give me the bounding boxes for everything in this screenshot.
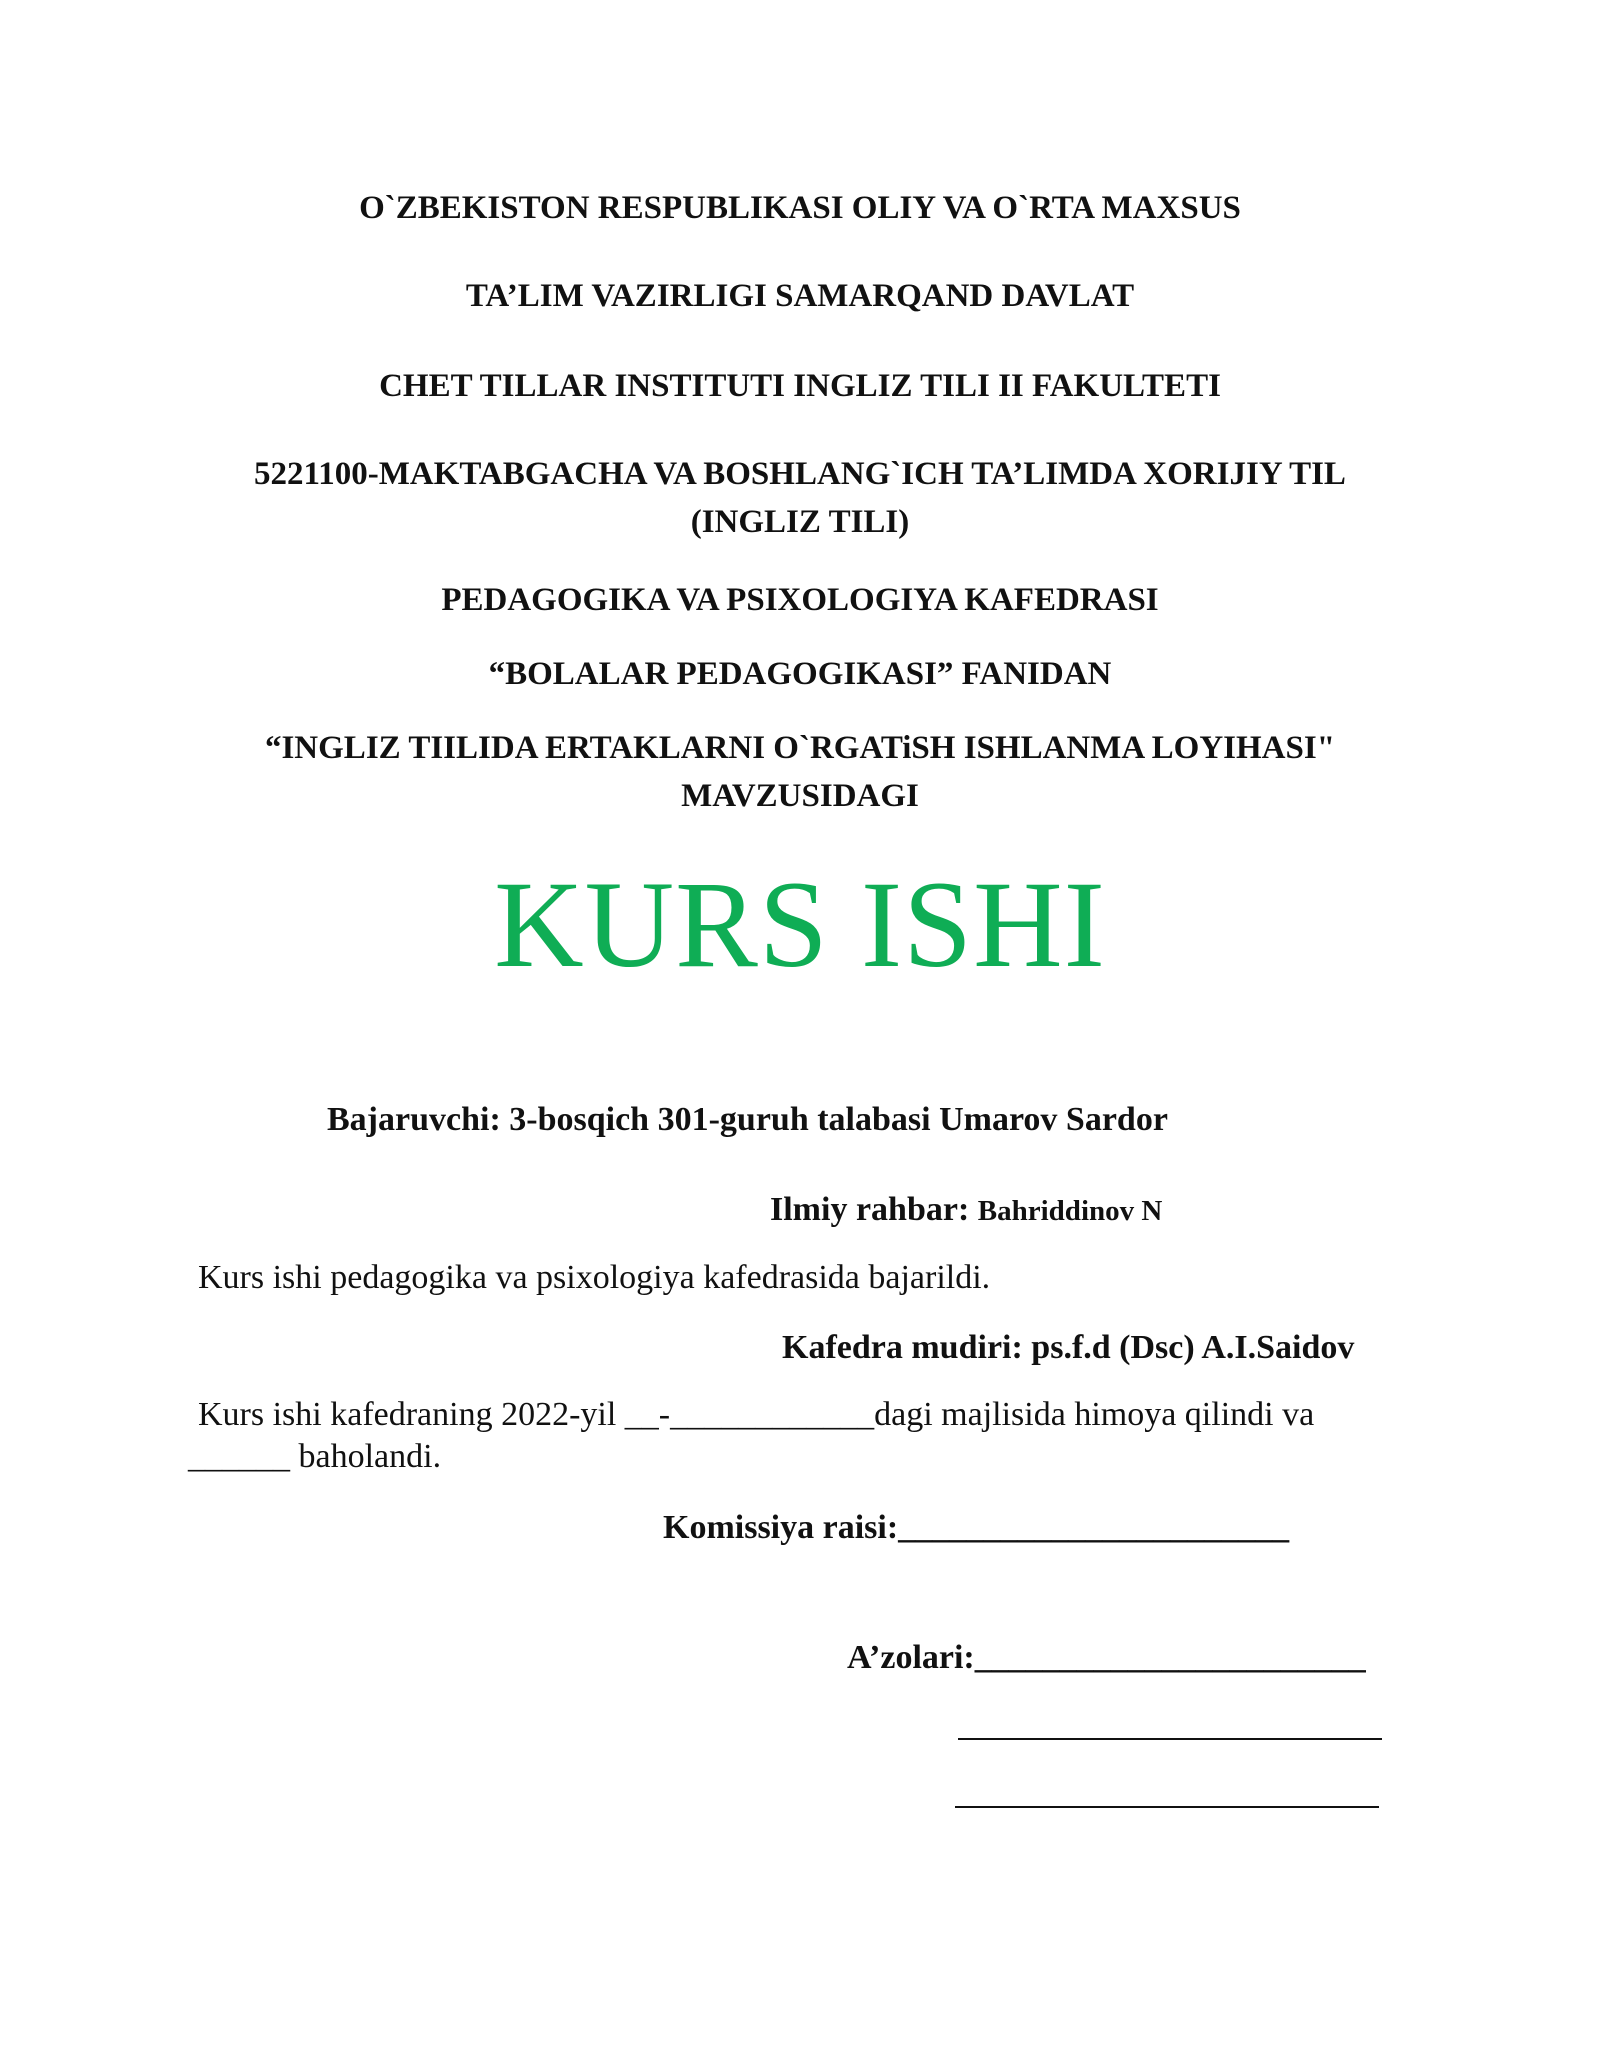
header-specialty-line: 5221100-MAKTABGACHA VA BOSHLANG`ICH TA’LIMDA XORIJIY TIL (INGLIZ TILI) [254,456,1346,540]
header-subject-line: “BOLALAR PEDAGOGIKASI” FANIDAN [488,656,1112,692]
header-topic-line: “INGLIZ TIILIDA ERTAKLARNI O`RGATiSH ISHLANMA LOYIHASI" MAVZUSIDAGI [264,730,1336,814]
member-signature-line-3 [955,1806,1379,1808]
supervisor-label: Ilmiy rahbar: [770,1191,970,1228]
head-of-department-line: Kafedra mudiri: ps.f.d (Dsc) A.I.Saidov [782,1329,1355,1366]
member-signature-line-2 [958,1738,1382,1740]
header-ministry-line: O`ZBEKISTON RESPUBLIKASI OLIY VA O`RTA MAXSUS [359,190,1241,226]
supervisor-name: Bahriddinov N [977,1195,1163,1227]
header-faculty-line: CHET TILLAR INSTITUTI INGLIZ TILI II FAKULTETI [379,368,1221,404]
header-department-line: PEDAGOGIKA VA PSIXOLOGIYA KAFEDRASI [441,582,1159,618]
defense-note: Kurs ishi kafedraning 2022-yil __-____________dagi majlisida himoya qilindi va ______ baholandi. [188,1396,1315,1475]
supervisor-line [770,1188,1162,1233]
header-university-line: TA’LIM VAZIRLIGI SAMARQAND DAVLAT [465,278,1135,314]
document-title: KURS ISHI [494,856,1106,993]
commission-chair-line: Komissiya raisi:_______________________ [663,1509,1290,1546]
performer-line: Bajaruvchi: 3-bosqich 301-guruh talabasi Umarov Sardor [327,1101,1168,1138]
members-line: A’zolari:_______________________ [847,1639,1366,1676]
completed-note: Kurs ishi pedagogika va psixologiya kafedrasida bajarildi. [198,1259,991,1296]
